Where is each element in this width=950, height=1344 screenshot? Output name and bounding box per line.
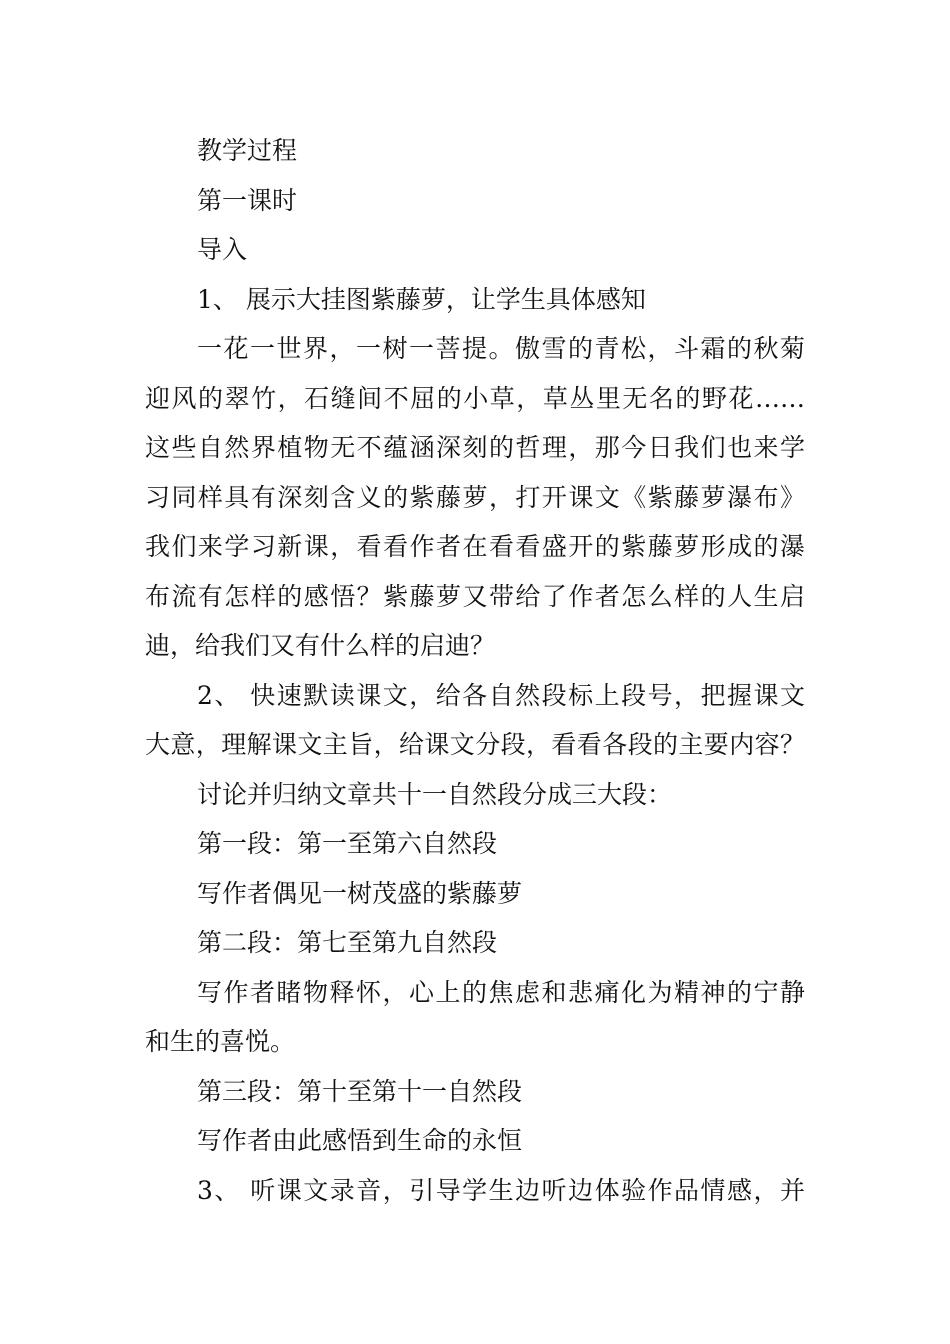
- step-3-line: 3、 听课文录音，引导学生边听边体验作品情感，并: [197, 1175, 805, 1205]
- paragraph-line: 布流有怎样的感悟？紫藤萝又带给了作者怎么样的人生启: [145, 581, 805, 611]
- section-3-summary: 写作者由此感悟到生命的永恒: [197, 1126, 523, 1155]
- paragraph-line: 迎风的翠竹，石缝间不屈的小草，草丛里无名的野花……: [145, 383, 805, 413]
- paragraph-line: 迪，给我们又有什么样的启迪？: [145, 631, 496, 660]
- section-2-summary: 写作者睹物释怀，心上的焦虑和悲痛化为精神的宁静: [197, 977, 805, 1007]
- document-body: [145, 126, 805, 1215]
- discussion-line: 讨论并归纳文章共十一自然段分成三大段：: [197, 779, 673, 809]
- paragraph-line: 大意，理解课文主旨，给课文分段，看看各段的主要内容？: [145, 730, 805, 759]
- heading-teaching-process: 教学过程: [197, 136, 298, 165]
- paragraph-line: 习同样具有深刻含义的紫藤萝，打开课文《紫藤萝瀑布》: [145, 482, 805, 512]
- step-2-line: 2、 快速默读课文，给各自然段标上段号，把握课文: [197, 680, 805, 710]
- step-1-line: 1、 展示大挂图紫藤萝，让学生具体感知: [197, 284, 646, 314]
- section-1-summary: 写作者偶见一树茂盛的紫藤萝: [197, 878, 523, 908]
- paragraph-line: 我们来学习新课，看看作者在看看盛开的紫藤萝形成的瀑: [145, 532, 805, 561]
- paragraph-line: 一花一世界，一树一菩提。傲雪的青松，斗霜的秋菊: [197, 334, 805, 363]
- heading-first-lesson: 第一课时: [197, 185, 298, 215]
- section-2-heading: 第二段：第七至第九自然段: [197, 928, 498, 957]
- heading-introduction: 导入: [197, 235, 248, 264]
- section-3-heading: 第三段：第十至第十一自然段: [197, 1076, 523, 1106]
- paragraph-line: 这些自然界植物无不蕴涵深刻的哲理，那今日我们也来学: [145, 433, 805, 462]
- section-1-heading: 第一段：第一至第六自然段: [197, 829, 498, 858]
- paragraph-line: 和生的喜悦。: [145, 1027, 296, 1056]
